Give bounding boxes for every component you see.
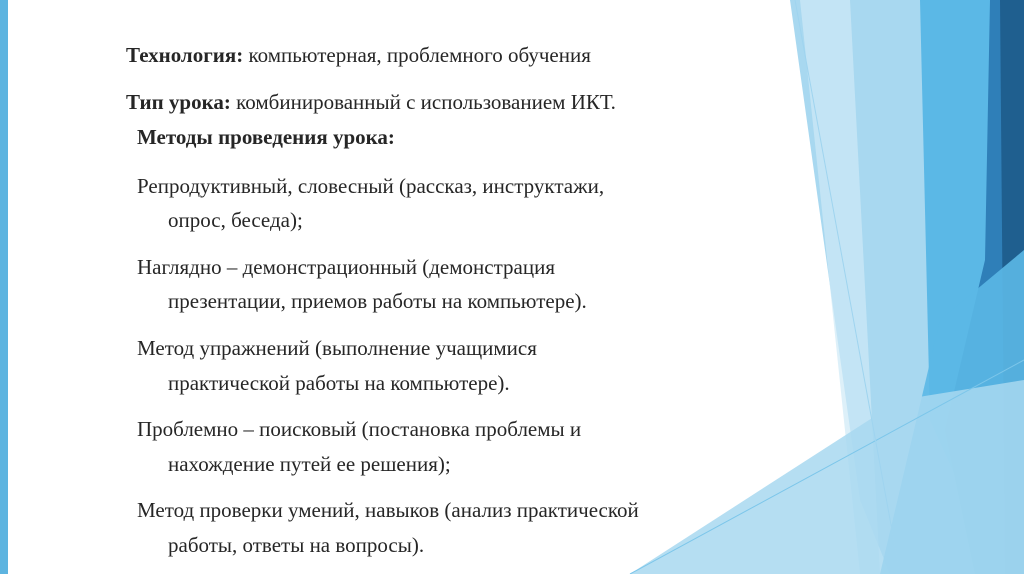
method-4-line2: нахождение путей ее решения); xyxy=(168,452,451,476)
bottom-light-shape xyxy=(630,380,1024,574)
method-3-line2: практической работы на компьютере). xyxy=(168,371,510,395)
left-accent-bar xyxy=(0,0,8,574)
method-2-line2: презентации, приемов работы на компьютере). xyxy=(168,289,587,313)
methods-heading: Методы проведения урока: xyxy=(137,125,395,149)
lesson-type-label: Тип урока: xyxy=(126,90,231,114)
lesson-type-value: комбинированный с использованием ИКТ. xyxy=(230,90,616,114)
technology-value: компьютерная, проблемного обучения xyxy=(243,43,591,67)
technology-line xyxy=(126,42,591,68)
method-5-line2: работы, ответы на вопросы). xyxy=(168,533,425,557)
technology-label: Технология: xyxy=(126,43,244,67)
method-1-line2: опрос, беседа); xyxy=(168,208,303,232)
method-1-line1: Репродуктивный, словесный (рассказ, инструктажи, xyxy=(137,174,605,198)
method-2-line1: Наглядно – демонстрационный (демонстрация xyxy=(137,255,555,279)
lesson-type-line xyxy=(126,89,616,115)
method-3-line1: Метод упражнений (выполнение учащимися xyxy=(137,336,537,360)
method-5-line1: Метод проверки умений, навыков (анализ практической xyxy=(137,498,639,522)
method-4-line1: Проблемно – поисковый (постановка проблемы и xyxy=(137,417,582,441)
